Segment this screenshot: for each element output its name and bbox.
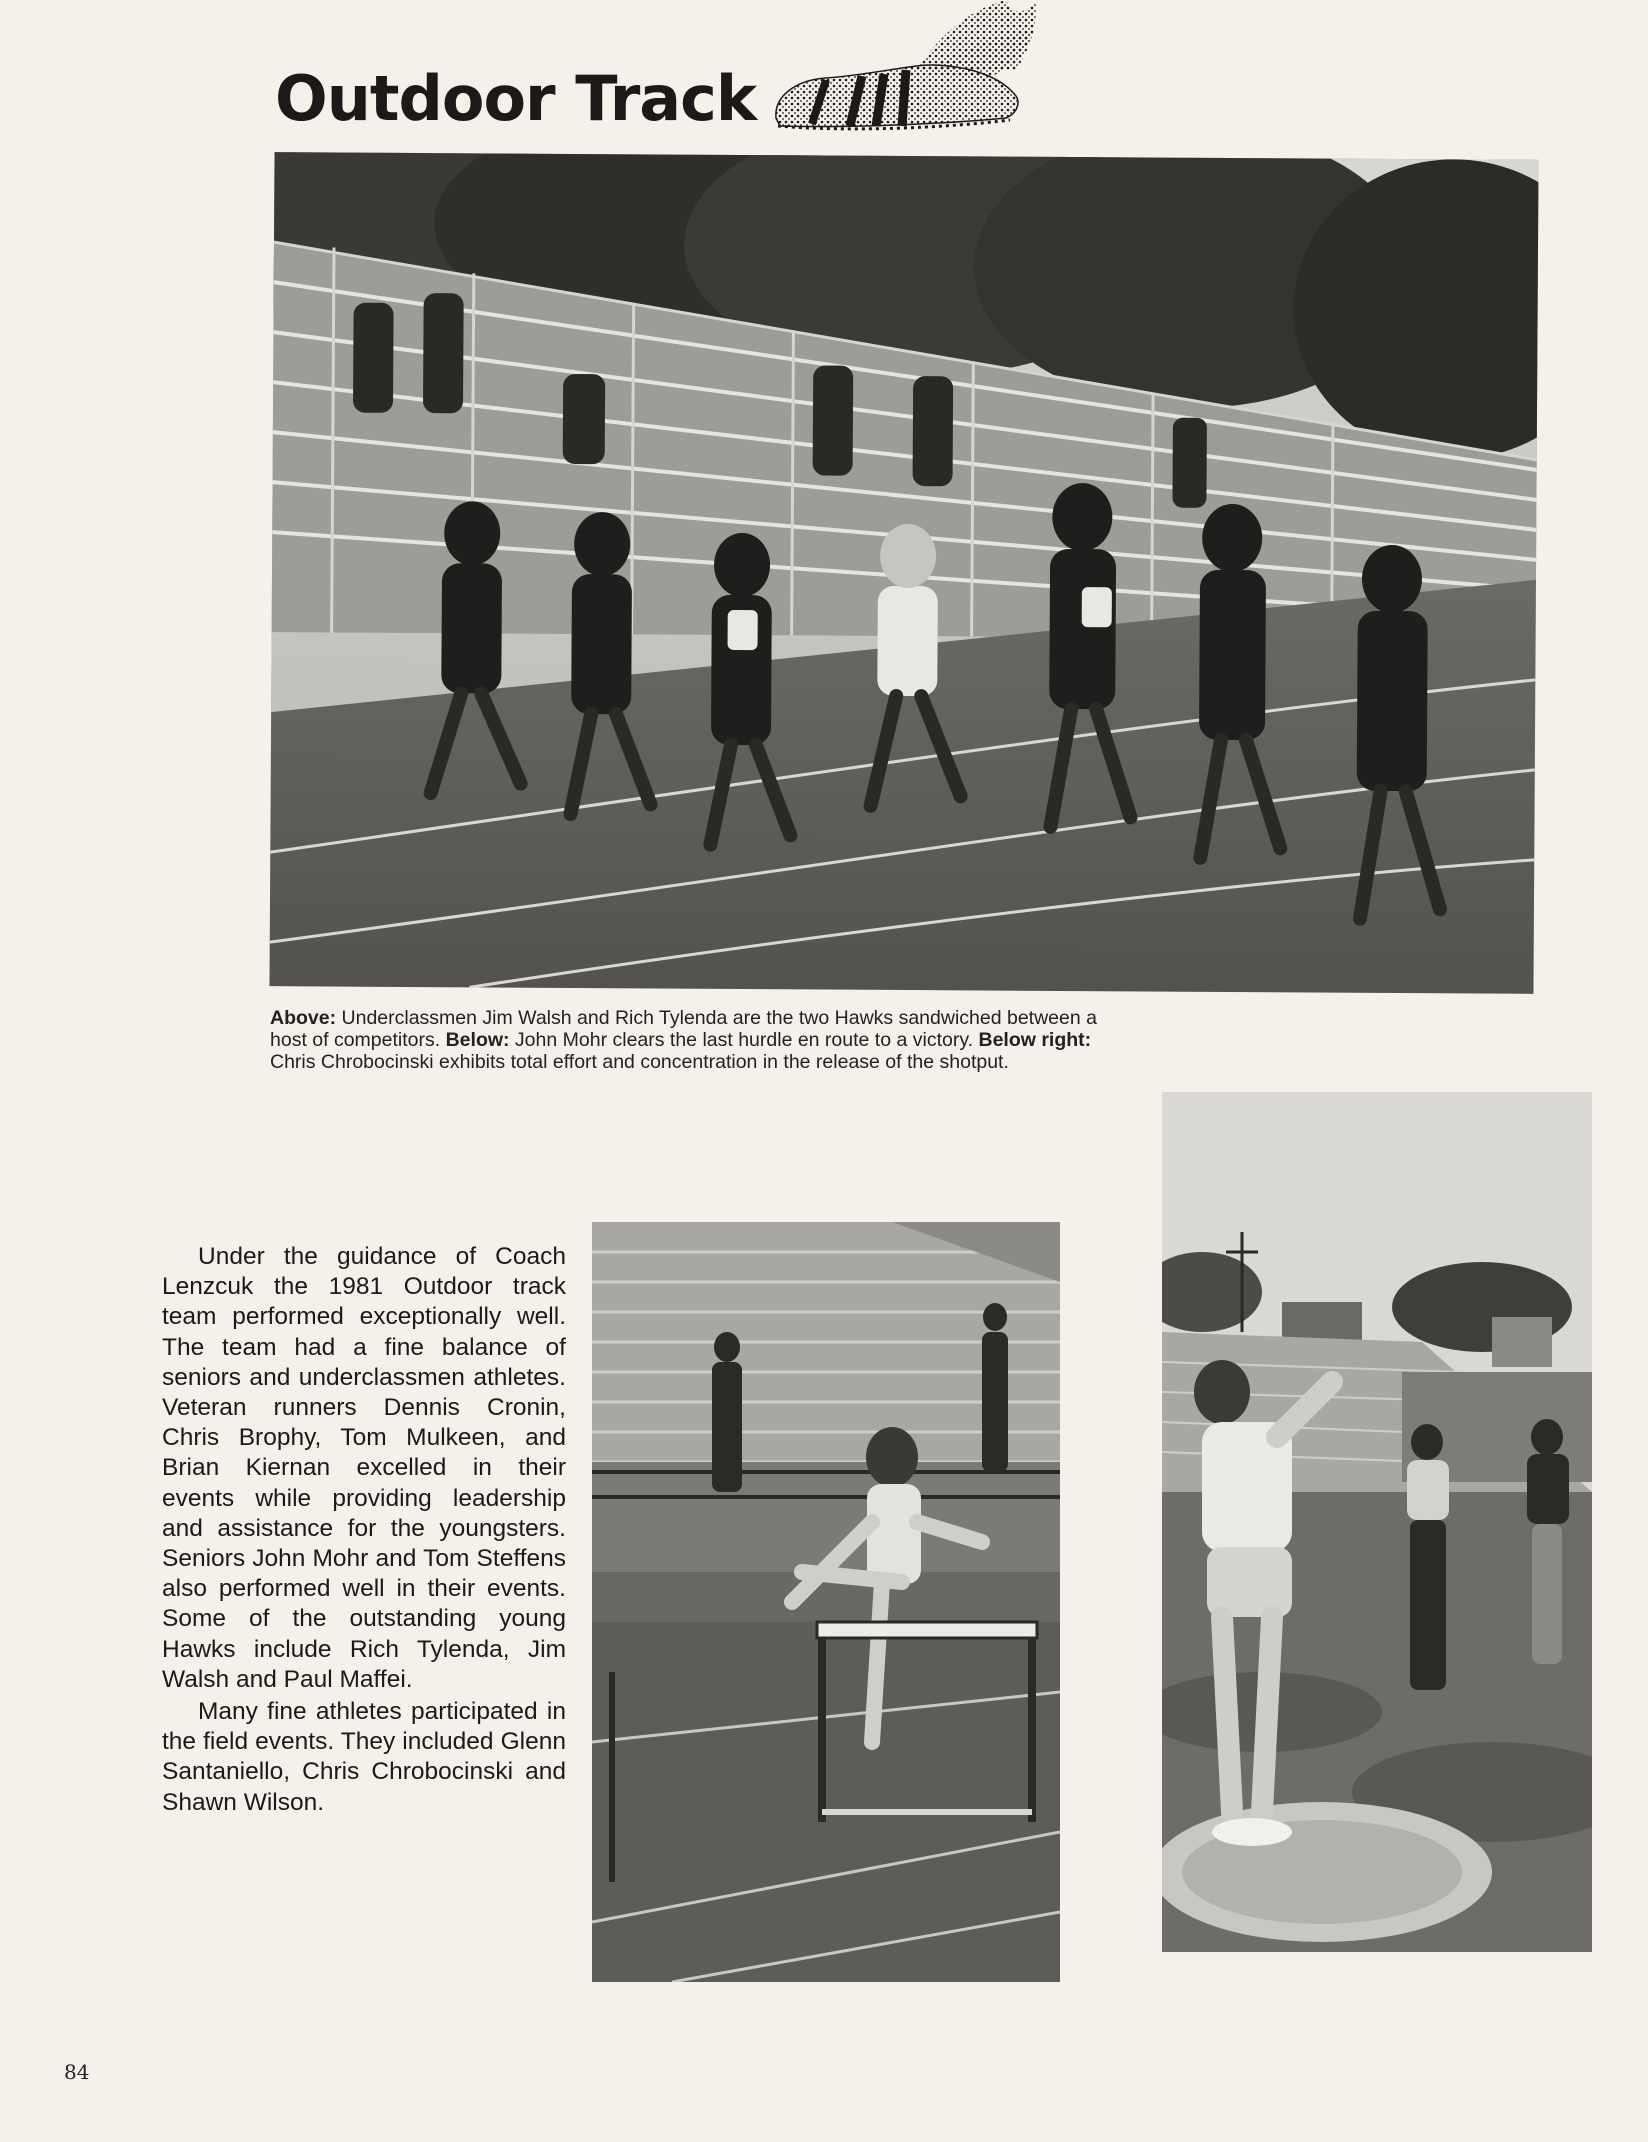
- photo-race-start: [269, 152, 1538, 994]
- article-paragraph: Many fine athletes participated in the field events. They included Glenn Santaniello, Chris Chrobocinski and Shawn Wilson.: [162, 1698, 566, 1816]
- article-paragraph: Under the guidance of Coach Lenzcuk the 1981 Outdoor track team performed exceptionally well. The team had a fine balance of seniors and underclassmen athletes. Veteran runners Dennis Cronin, Chris Brophy, Tom Mulkeen, and Brian Kiernan excelled in their events while providing leadership and assistance for the youngsters. Seniors John Mohr and Tom Steffens also performed well in their events. Some of the outstanding young Hawks include Rich Tylenda, Jim Walsh and Paul Maffei.: [162, 1243, 566, 1693]
- photo-shotputter: [1162, 1092, 1592, 1952]
- winged-track-shoe-icon: [766, 0, 1066, 140]
- caption-below-right-text: Chris Chrobocinski exhibits total effort and concentration in the release of the shotput.: [270, 1051, 1009, 1073]
- page-title: Outdoor Track: [275, 62, 757, 135]
- photo-caption: [270, 1007, 1132, 1073]
- caption-below-text: John Mohr clears the last hurdle en route to a victory.: [509, 1029, 974, 1051]
- caption-below-label: Below:: [445, 1029, 510, 1051]
- photo-hurdler: [592, 1222, 1060, 1982]
- caption-above-text: Underclassmen Jim Walsh and Rich Tylenda are the two Hawks sandwiched between a host of competitors.: [270, 1007, 1097, 1051]
- caption-above-label: Above:: [270, 1007, 337, 1029]
- caption-below-right-label: Below right:: [978, 1029, 1092, 1051]
- article-body: [162, 1242, 566, 1818]
- page-number: 84: [64, 2060, 90, 2084]
